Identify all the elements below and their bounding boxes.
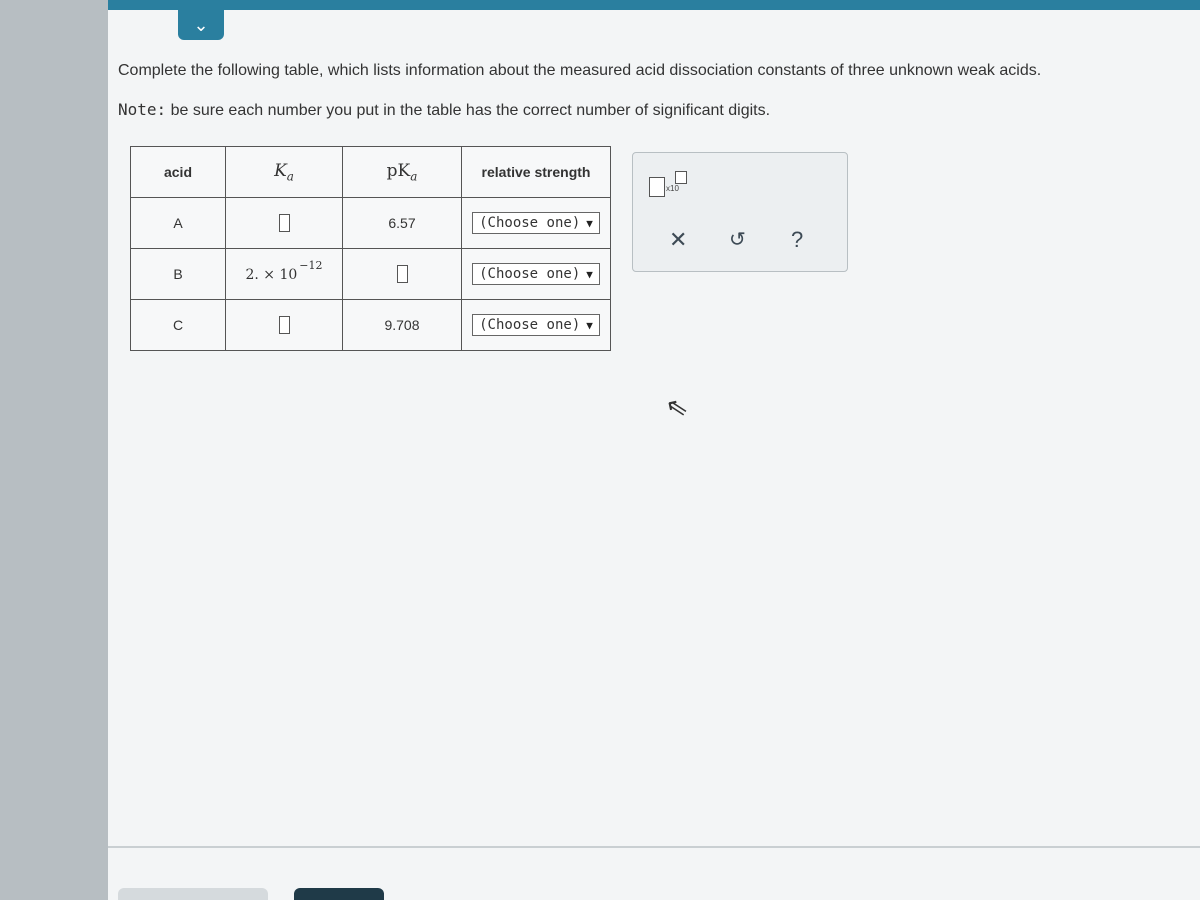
question-panel [108,10,1200,900]
relative-strength-cell [462,198,611,249]
select-value: (Choose one) [479,266,581,282]
relative-strength-cell [462,300,611,351]
acid-data-table [130,146,611,351]
bottom-button[interactable] [118,888,268,900]
pka-subscript: a [410,169,418,184]
chevron-down-icon: ▼ [586,216,593,230]
help-icon[interactable]: ? [791,227,804,252]
table-row [131,300,611,351]
question-note [118,100,770,120]
scientific-notation-button[interactable] [649,169,693,199]
pka-symbol: pK [386,160,411,181]
acid-name-cell: A [131,198,226,249]
relative-strength-select[interactable] [472,263,600,285]
undo-icon[interactable]: ↺ [729,229,746,251]
chevron-down-icon: ▼ [586,318,593,332]
pka-value-cell: 6.57 [343,198,462,249]
pka-answer-input[interactable] [397,265,408,283]
bottom-divider [108,846,1200,848]
x10-label: x10 [666,184,679,193]
select-value: (Choose one) [479,317,581,333]
select-value: (Choose one) [479,215,581,231]
clear-icon[interactable]: ✕ [669,227,688,252]
table-header-row [131,147,611,198]
chevron-down-icon: ▼ [586,267,593,281]
pka-input-cell [343,249,462,300]
ka-input-cell [226,198,343,249]
answer-tools-palette [632,152,848,272]
question-instruction: Complete the following table, which lists information about the measured acid dissociation constants of three unknown weak acids. [118,62,1042,79]
header-ka [226,147,343,198]
ka-symbol: K [274,160,287,181]
bottom-button[interactable] [294,888,384,900]
pka-value-cell: 9.708 [343,300,462,351]
ka-answer-input[interactable] [279,214,290,232]
ka-exponent: −12 [299,258,323,272]
top-bar [108,0,1200,10]
note-text: be sure each number you put in the table has the correct number of significant digits. [166,102,771,119]
header-acid: acid [131,147,226,198]
note-label: Note: [118,100,167,119]
ka-input-cell [226,300,343,351]
ka-value-cell [226,249,343,300]
acid-name-cell: C [131,300,226,351]
header-pka [343,147,462,198]
exponent-box-icon [675,171,687,184]
acid-name-cell: B [131,249,226,300]
relative-strength-select[interactable] [472,314,600,336]
table-row [131,249,611,300]
chevron-down-icon[interactable]: ⌄ [178,10,224,40]
relative-strength-select[interactable] [472,212,600,234]
relative-strength-cell [462,249,611,300]
left-margin-panel [0,0,108,900]
ka-answer-input[interactable] [279,316,290,334]
header-relative-strength: relative strength [462,147,611,198]
mantissa-box-icon [649,177,665,197]
ka-mantissa: 2. × 10 [245,266,298,283]
table-row [131,198,611,249]
mouse-cursor-icon: ⇖ [663,390,691,424]
ka-subscript: a [286,169,294,184]
